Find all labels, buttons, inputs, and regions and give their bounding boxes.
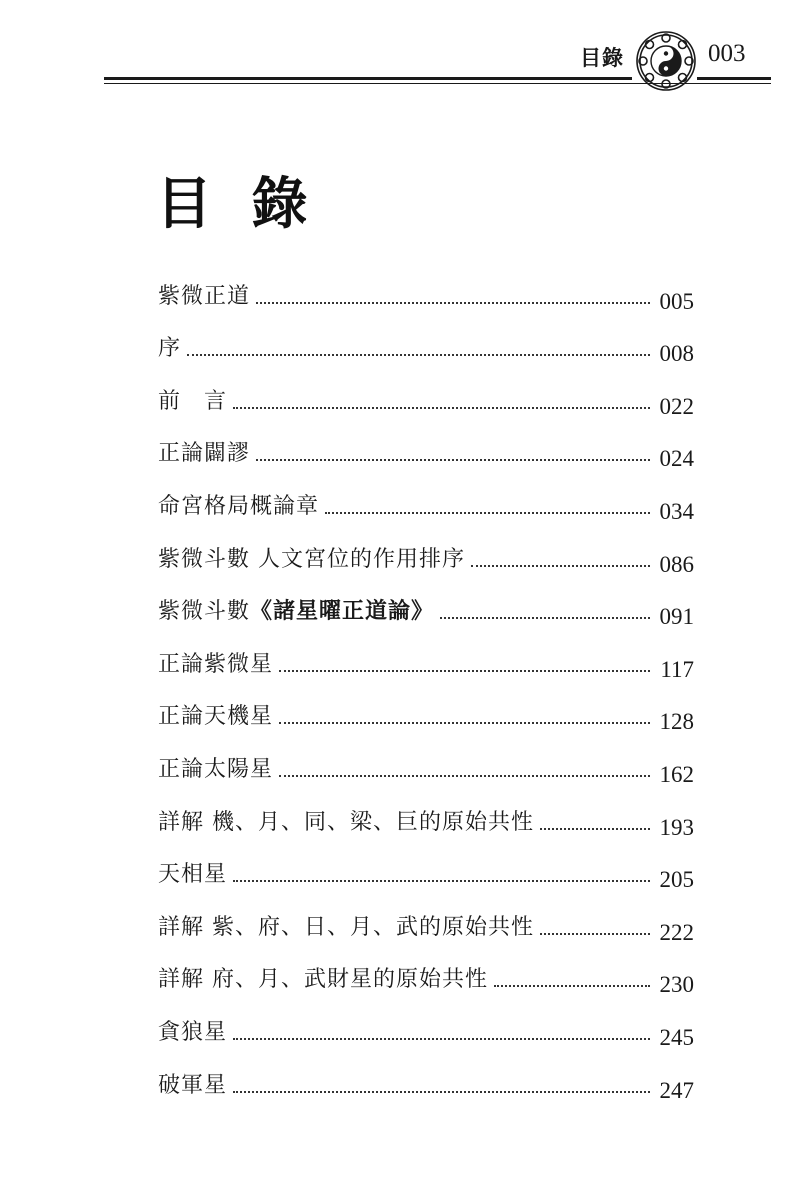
toc-entry	[158, 525, 694, 578]
toc-entry-title: 命宮格局概論章	[158, 493, 320, 519]
toc-entry-title: 正論紫微星	[158, 651, 274, 677]
toc-entry	[158, 578, 694, 631]
toc-entry-title: 正論天機星	[158, 704, 274, 730]
dot-leader	[325, 512, 650, 514]
header-rule-thin	[104, 83, 771, 84]
dot-leader	[233, 1038, 650, 1040]
dot-leader	[233, 407, 650, 409]
toc-entry	[158, 262, 694, 315]
toc-entry-page-number: 128	[659, 709, 694, 735]
toc-entry-title: 詳解 府、月、武財星的原始共性	[158, 967, 488, 993]
dot-leader	[471, 565, 650, 567]
dot-leader	[279, 670, 650, 672]
toc-entry-title: 紫微斗數 人文宮位的作用排序	[158, 546, 465, 572]
toc-entry-title: 紫微斗數	[158, 599, 251, 625]
toc-entry-page-number: 230	[659, 972, 694, 998]
toc-entry	[158, 841, 694, 894]
toc-entry	[158, 683, 694, 736]
toc-entry-title: 紫微正道	[158, 283, 251, 309]
dot-leader	[540, 933, 650, 935]
toc-entry-title: 天相星	[158, 862, 228, 888]
toc-entry-page-number: 245	[659, 1024, 694, 1050]
dot-leader	[440, 617, 650, 619]
toc-entry-page-number: 086	[659, 551, 694, 577]
dot-leader	[256, 459, 650, 461]
toc-entry	[158, 998, 694, 1051]
toc-entry-page-number: 162	[659, 761, 694, 787]
toc-entry-title: 正論闢謬	[158, 441, 251, 467]
toc-entry	[158, 735, 694, 788]
dot-leader	[233, 880, 650, 882]
dot-leader	[233, 1091, 650, 1093]
toc-entry	[158, 367, 694, 420]
dot-leader	[494, 985, 650, 987]
toc-entry-page-number: 091	[659, 604, 694, 630]
toc-entry-page-number: 008	[659, 341, 694, 367]
toc-entry-page-number: 193	[659, 814, 694, 840]
toc-entry-page-number: 222	[659, 919, 694, 945]
table-of-contents	[158, 262, 694, 1104]
toc-entry-page-number: 005	[659, 288, 694, 314]
toc-entry-title: 正論太陽星	[158, 756, 274, 782]
toc-entry-page-number: 022	[659, 393, 694, 419]
toc-entry	[158, 1051, 694, 1104]
toc-entry-title: 序	[158, 336, 182, 362]
toc-entry	[158, 315, 694, 368]
toc-entry-title: 破軍星	[158, 1072, 228, 1098]
toc-entry	[158, 893, 694, 946]
running-header-section: 目錄	[580, 46, 624, 70]
toc-entry-page-number: 205	[659, 867, 694, 893]
toc-entry-title: 貪狼星	[158, 1019, 228, 1045]
toc-entry-title-emphasis: 《諸星曜正道論》	[250, 599, 435, 625]
toc-entry-title: 前 言	[158, 388, 228, 414]
toc-entry-page-number: 117	[660, 656, 694, 682]
toc-entry-title: 詳解 紫、府、日、月、武的原始共性	[158, 914, 534, 940]
dot-leader	[540, 828, 650, 830]
toc-entry-page-number: 247	[659, 1077, 694, 1103]
toc-entry	[158, 420, 694, 473]
dot-leader	[279, 722, 650, 724]
header-rule-right	[697, 77, 771, 80]
toc-entry	[158, 472, 694, 525]
toc-entry	[158, 630, 694, 683]
toc-entry-page-number: 024	[659, 446, 694, 472]
toc-entry-page-number: 034	[659, 498, 694, 524]
running-header-page-number: 003	[708, 40, 746, 67]
dot-leader	[256, 302, 650, 304]
toc-entry	[158, 946, 694, 999]
toc-entry-title: 詳解 機、月、同、梁、巨的原始共性	[158, 809, 534, 835]
toc-entry	[158, 788, 694, 841]
header-rule	[104, 77, 632, 80]
page-title: 目 錄	[156, 172, 318, 237]
dot-leader	[187, 354, 650, 356]
dot-leader	[279, 775, 650, 777]
